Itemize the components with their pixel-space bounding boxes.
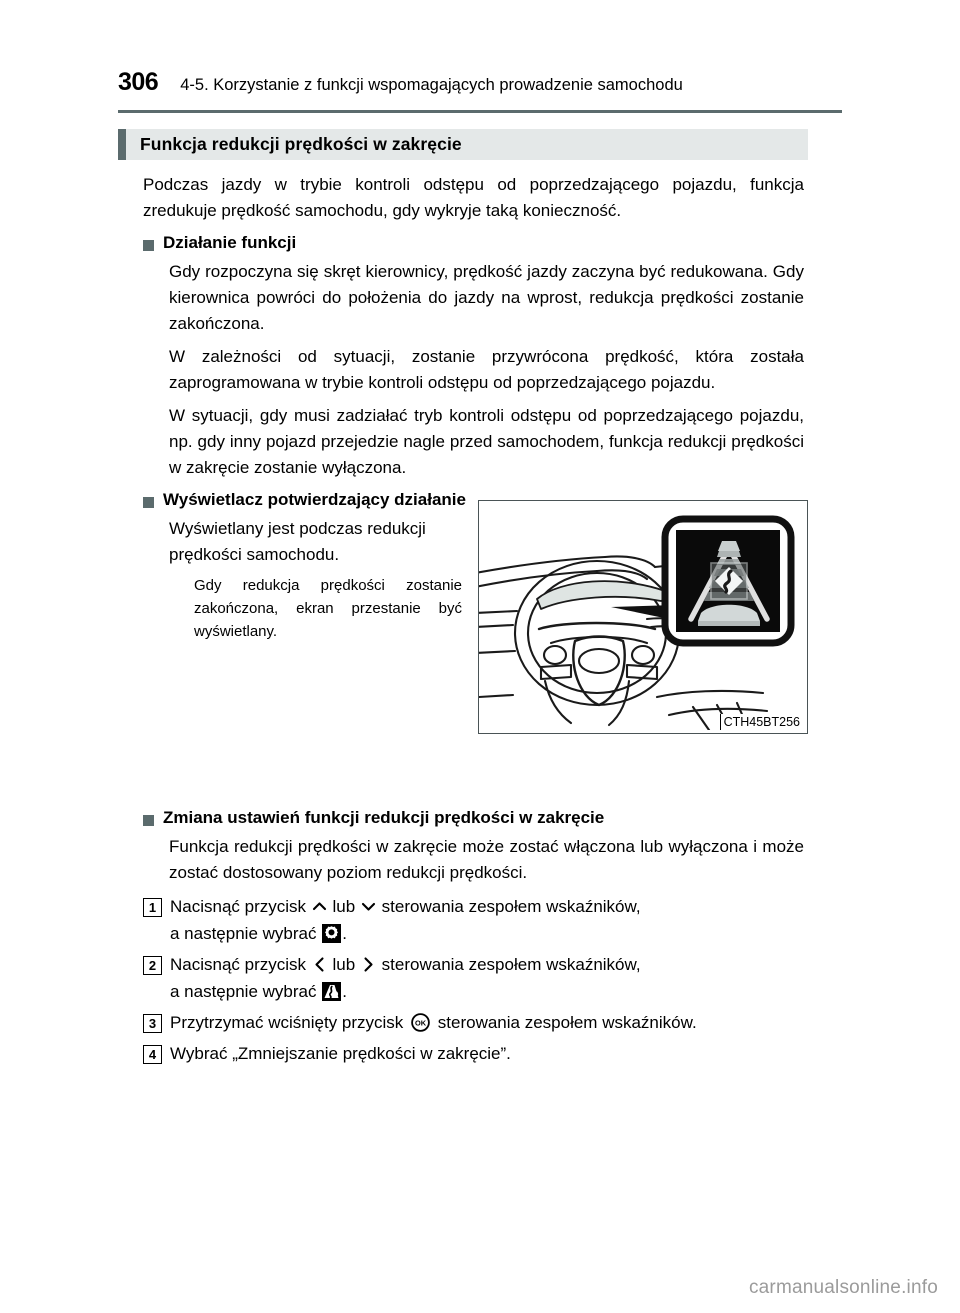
paragraph-dzialanie-2: W zależności od sytuacji, zostanie przywrócona prędkość, która została zaprogramowana w trybie kontroli odstępu od poprzedzającego pojazdu. [169, 347, 804, 392]
bullet-square-icon [143, 497, 154, 508]
subsection-heading-label: Działanie funkcji [163, 233, 297, 252]
subsection-heading-dzialanie [143, 233, 842, 253]
figure-sub-text: Gdy redukcja prędkości zostanie zakończona, ekran przestanie być wyświetlany. [194, 577, 462, 640]
page-number: 306 [118, 68, 159, 96]
step-text-tail: . [342, 982, 347, 1001]
bullet-square-icon [143, 240, 154, 251]
step-number: 3 [143, 1014, 162, 1033]
section-title: Funkcja redukcji prędkości w zakręcie [140, 134, 462, 154]
chevron-left-icon[interactable] [311, 956, 328, 973]
step-text [170, 893, 806, 947]
step-number: 1 [143, 898, 162, 917]
page-header [118, 68, 842, 97]
chevron-down-icon[interactable] [360, 898, 377, 915]
step-text-part2: sterowania zespołem wskaźników, [381, 955, 641, 974]
figure-text-column [169, 516, 499, 643]
step-text [170, 1009, 806, 1036]
winding-road-icon[interactable] [322, 982, 341, 1001]
mid-display-bezel [665, 519, 791, 643]
paragraph-dzialanie-3: W sytuacji, gdy musi zadziałać tryb kontroli odstępu od poprzedzającego pojazdu, np. gdy inny pojazd przejedzie nagle przed samochodem, funkcja redukcji prędkości w zakręcie zostanie wyłączona. [169, 406, 804, 477]
paragraph-dzialanie-1: Gdy rozpoczyna się skręt kierownicy, prędkość jazdy zaczyna być redukowana. Gdy kierownica powróci do położenia do jazdy na wprost, redukcja prędkości zostanie zakończona. [169, 262, 804, 333]
subsection-heading-label: Wyświetlacz potwierdzający działanie [163, 490, 466, 509]
step-text-tail: . [342, 924, 347, 943]
step-text-mid: lub [332, 955, 356, 974]
paragraph-zmiana-intro: Funkcja redukcji prędkości w zakręcie może zostać włączona lub wyłączona i może zostać dostosowany poziom redukcji prędkości. [169, 837, 804, 882]
subsection-heading-zmiana [143, 808, 842, 828]
step-text-part1: Przytrzymać wciśnięty przycisk [170, 1013, 404, 1032]
chevron-right-icon[interactable] [360, 956, 377, 973]
steering-wheel-illustration [478, 500, 808, 734]
page-title: 4-5. Korzystanie z funkcji wspomagających prowadzenie samochodu [180, 76, 683, 94]
step-text-part2: sterowania zespołem wskaźników, [381, 897, 641, 916]
step-number: 2 [143, 956, 162, 975]
gear-icon[interactable] [322, 924, 341, 943]
list-item [143, 1040, 842, 1067]
chevron-up-icon[interactable] [311, 898, 328, 915]
step-number: 4 [143, 1045, 162, 1064]
list-item [143, 1009, 842, 1036]
step-text-part3: a następnie wybrać [170, 982, 317, 1001]
ok-button-icon[interactable] [410, 1012, 431, 1033]
illustration-svg [479, 501, 804, 730]
page-content [118, 172, 842, 1071]
section-intro: Podczas jazdy w trybie kontroli odstępu od poprzedzającego pojazdu, funkcja zredukuje prędkość samochodu, gdy wykryje taką konieczność. [143, 175, 804, 220]
figure-caption: CTH45BT256 [720, 714, 803, 730]
section-title-bar [118, 129, 808, 160]
steps-list [143, 893, 842, 1067]
step-text-part3: a następnie wybrać [170, 924, 317, 943]
step-text [170, 951, 806, 1005]
step-text-part1: Nacisnąć przycisk [170, 955, 307, 974]
subsection-heading-label: Zmiana ustawień funkcji redukcji prędkości w zakręcie [163, 808, 605, 827]
header-divider [118, 110, 842, 113]
step-text-mid: lub [332, 897, 356, 916]
figure-lead-text: Wyświetlany jest podczas redukcji prędkości samochodu. [169, 519, 426, 564]
list-item [143, 893, 842, 947]
bullet-square-icon [143, 815, 154, 826]
step-text-part1: Nacisnąć przycisk [170, 897, 307, 916]
section-accent-bar [118, 129, 126, 160]
step-text-part2: sterowania zespołem wskaźników. [437, 1013, 697, 1032]
list-item [143, 951, 842, 1005]
figure-block [118, 516, 842, 766]
watermark: carmanualsonline.info [748, 1277, 938, 1298]
step-text: Wybrać „Zmniejszanie prędkości w zakręcie”. [170, 1044, 511, 1063]
svg-text:OK: OK [415, 1018, 427, 1028]
